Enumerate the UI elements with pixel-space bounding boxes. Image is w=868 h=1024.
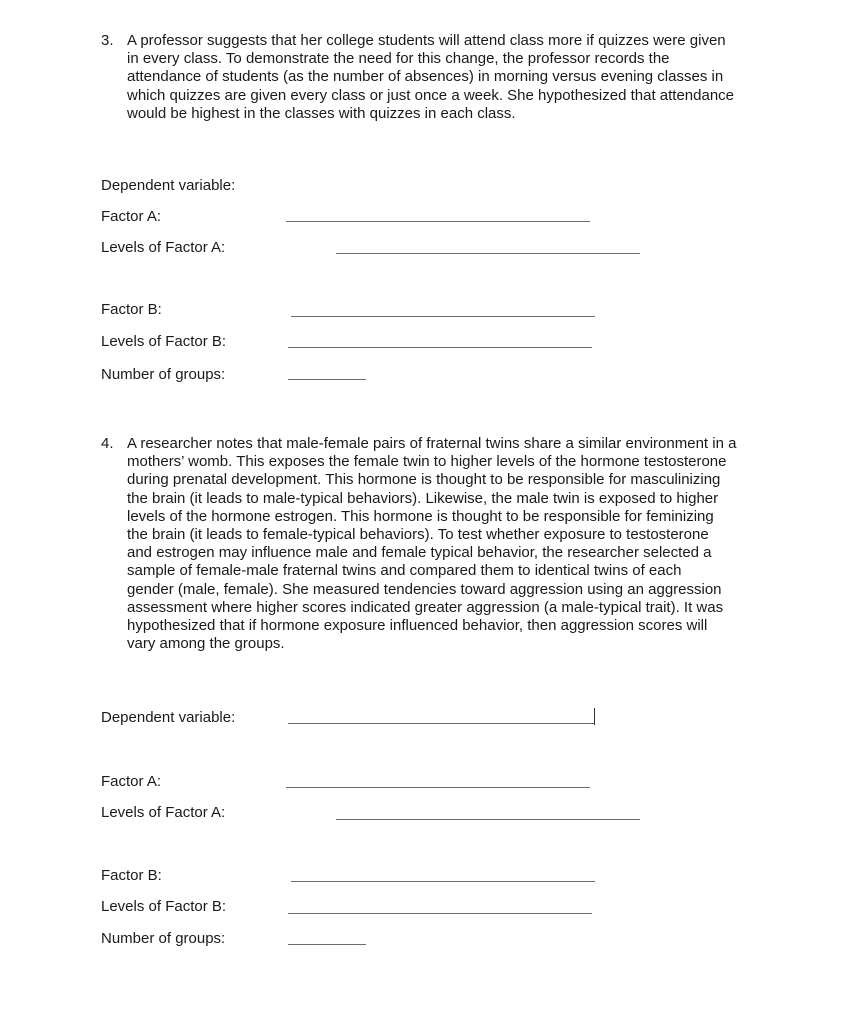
question-3-line: would be highest in the classes with quizzes in each class. (127, 104, 516, 122)
text-cursor (594, 708, 595, 725)
q4-levels-factor-b-label: Levels of Factor B: (101, 898, 227, 915)
q4-factor-a-answer-line[interactable] (286, 787, 590, 788)
question-3-line: which quizzes are given every class or just once a week. She hypothesized that attendance (127, 86, 735, 104)
question-4-line: assessment where higher scores indicated greater aggression (a male-typical trait). It was (127, 598, 724, 616)
q3-levels-factor-a-answer-line[interactable] (336, 253, 640, 254)
question-4-line: vary among the groups. (127, 635, 285, 653)
question-4-line: A researcher notes that male-female pairs of fraternal twins share a similar environment in a (127, 435, 737, 452)
q4-factor-b-label: Factor B: (101, 867, 162, 884)
q3-levels-factor-b-answer-line[interactable] (288, 347, 592, 348)
question-4-line: gender (male, female). She measured tendencies toward aggression using an aggression (127, 580, 722, 598)
q3-factor-a-answer-line[interactable] (286, 221, 590, 222)
q3-number-of-groups-label: Number of groups: (101, 366, 226, 383)
question-4-line: during prenatal development. This hormone is thought to be responsible for masculinizing (127, 471, 721, 489)
question-3-line: in every class. To demonstrate the need for this change, the professor records the (127, 50, 670, 68)
question-4-text (127, 435, 777, 653)
question-4-line: sample of female-male fraternal twins and compared them to identical twins of each (127, 562, 682, 580)
question-4-line: the brain (it leads to female-typical behaviors). To test whether exposure to testosterone (127, 526, 709, 544)
question-4-line: mothers’ womb. This exposes the female twin to higher levels of the hormone testosterone (127, 453, 727, 471)
q4-dependent-variable-label: Dependent variable: (101, 709, 236, 726)
q4-number-of-groups-answer-line[interactable] (288, 944, 366, 945)
q4-dependent-variable-answer-line[interactable] (288, 723, 594, 724)
question-3-line: attendance of students (as the number of absences) in morning versus evening classes in (127, 68, 724, 86)
q3-levels-factor-a-label: Levels of Factor A: (101, 239, 226, 256)
q4-factor-a-label: Factor A: (101, 773, 162, 790)
question-4-line: levels of the hormone estrogen. This hormone is thought to be responsible for feminizing (127, 507, 714, 525)
question-4-line: and estrogen may influence male and female typical behavior, the researcher selected a (127, 544, 712, 562)
q3-number-of-groups-answer-line[interactable] (288, 379, 366, 380)
q3-levels-factor-b-label: Levels of Factor B: (101, 333, 227, 350)
q3-factor-b-label: Factor B: (101, 301, 162, 318)
q4-number-of-groups-label: Number of groups: (101, 930, 226, 947)
question-3-line: A professor suggests that her college students will attend class more if quizzes were given (127, 32, 726, 49)
question-3-number: 3. (101, 32, 114, 49)
q3-dependent-variable-label: Dependent variable: (101, 177, 236, 194)
question-4-number: 4. (101, 435, 114, 452)
q4-levels-factor-a-label: Levels of Factor A: (101, 804, 226, 821)
q4-factor-b-answer-line[interactable] (291, 881, 595, 882)
q3-factor-a-label: Factor A: (101, 208, 162, 225)
question-4-line: hypothesized that if hormone exposure influenced behavior, then aggression scores will (127, 617, 708, 635)
question-4-line: the brain (it leads to male-typical behaviors). Likewise, the male twin is exposed to higher (127, 489, 719, 507)
q4-levels-factor-a-answer-line[interactable] (336, 819, 640, 820)
q4-levels-factor-b-answer-line[interactable] (288, 913, 592, 914)
q3-factor-b-answer-line[interactable] (291, 316, 595, 317)
question-3-text (127, 32, 777, 123)
